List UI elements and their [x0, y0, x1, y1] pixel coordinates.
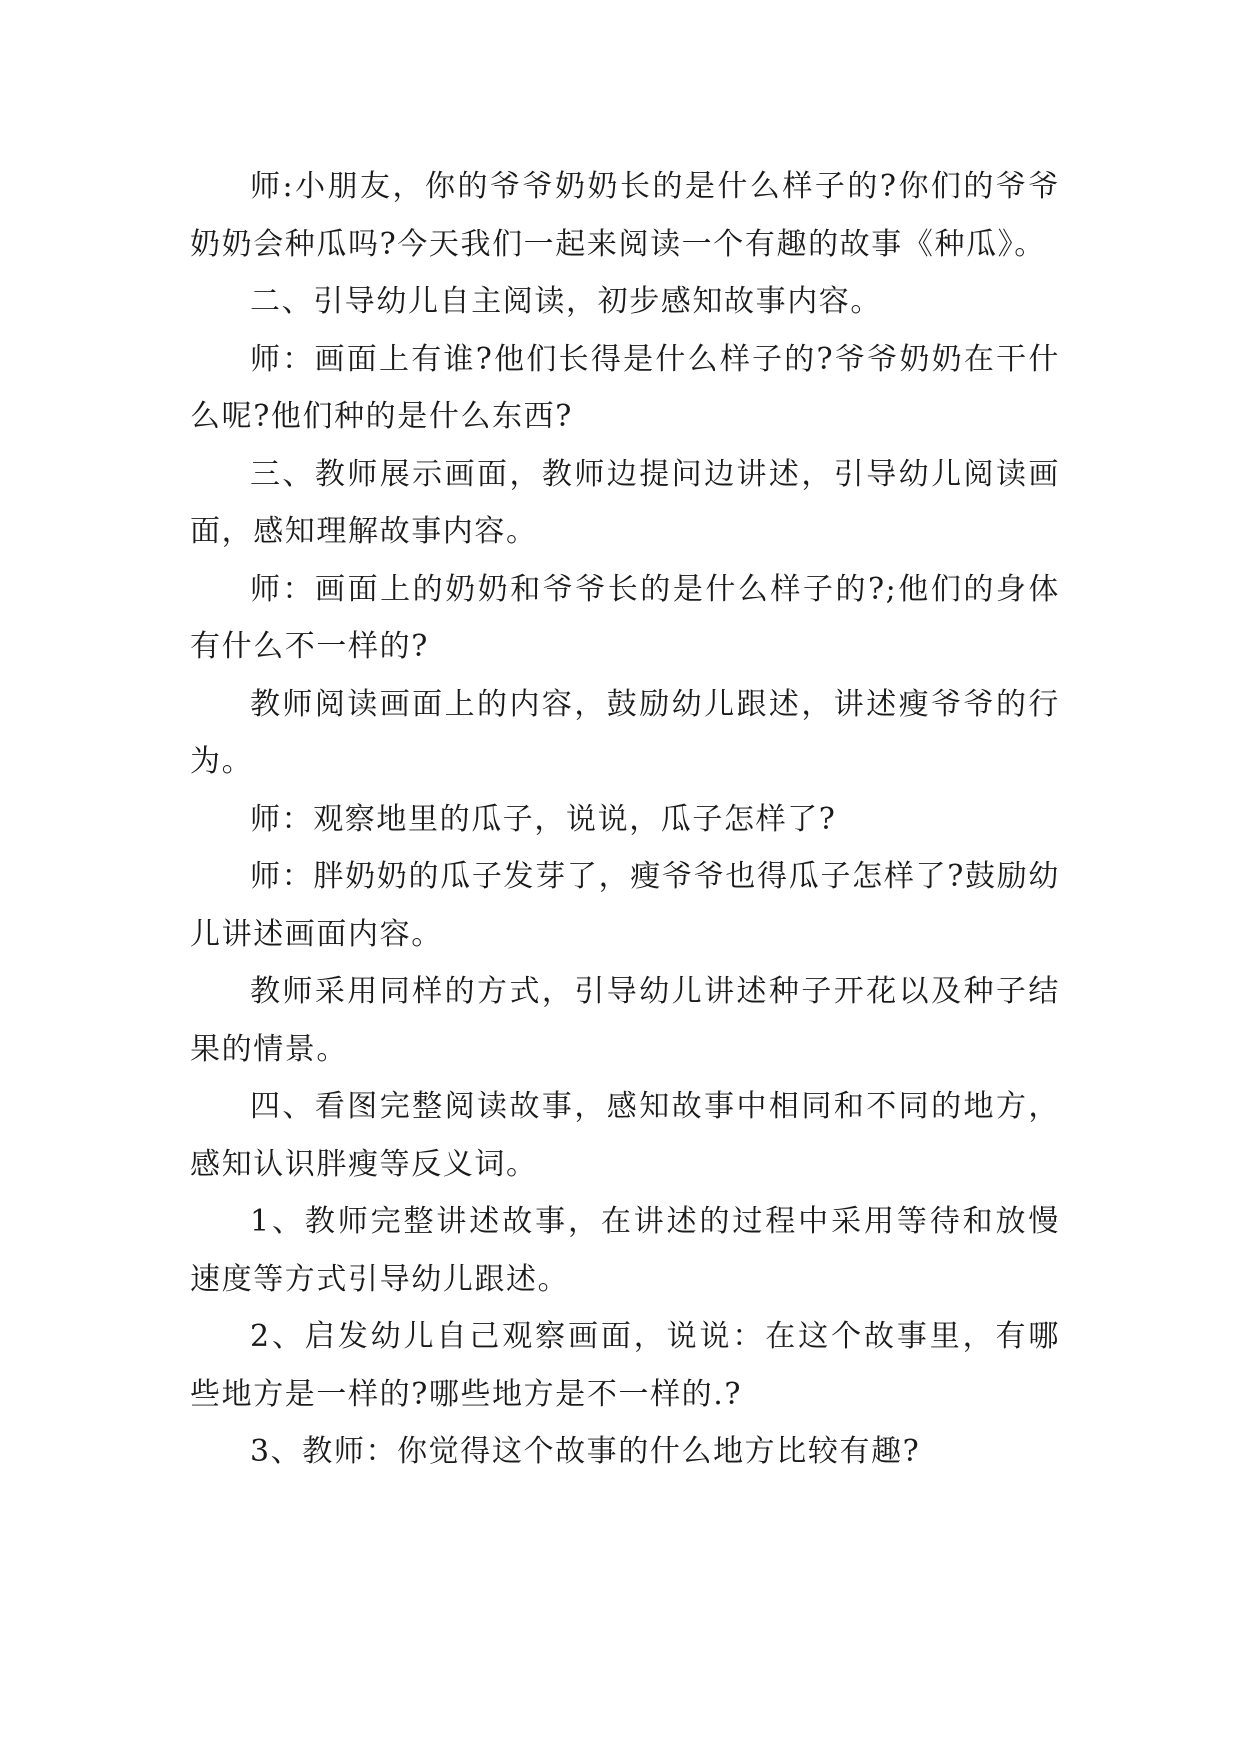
paragraph-section-three: 三、教师展示画面，教师边提问边讲述，引导幼儿阅读画面，感知理解故事内容。: [190, 456, 1060, 549]
paragraph-teacher-question-2: 师：画面上的奶奶和爷爷长的是什么样子的?;他们的身体有什么不一样的?: [190, 571, 1060, 664]
paragraph-intro-question: 师:小朋友，你的爷爷奶奶长的是什么样子的?你们的爷爷奶奶会种瓜吗?今天我们一起来阅读一个有趣的故事《种瓜》。: [190, 169, 1060, 262]
paragraph-step-1: 1、教师完整讲述故事，在讲述的过程中采用等待和放慢速度等方式引导幼儿跟述。: [190, 1204, 1060, 1297]
paragraph-teacher-reading: 教师阅读画面上的内容，鼓励幼儿跟述，讲述瘦爷爷的行为。: [190, 686, 1060, 779]
paragraph-teacher-question-4: 师：胖奶奶的瓜子发芽了，瘦爷爷也得瓜子怎样了?鼓励幼儿讲述画面内容。: [190, 859, 1060, 952]
paragraph-section-two: 二、引导幼儿自主阅读，初步感知故事内容。: [250, 284, 882, 319]
paragraph-step-3: 3、教师：你觉得这个故事的什么地方比较有趣?: [250, 1434, 921, 1469]
paragraph-teacher-method: 教师采用同样的方式，引导幼儿讲述种子开花以及种子结果的情景。: [190, 974, 1060, 1067]
document-body: [190, 158, 1060, 1481]
paragraph-teacher-question-3: 师：观察地里的瓜子，说说，瓜子怎样了?: [250, 801, 837, 837]
paragraph-step-2: 2、启发幼儿自己观察画面，说说：在这个故事里，有哪些地方是一样的?哪些地方是不一样的.?: [190, 1319, 1060, 1412]
paragraph-teacher-question-1: 师：画面上有谁?他们长得是什么样子的?爷爷奶奶在干什么呢?他们种的是什么东西?: [190, 341, 1060, 434]
paragraph-section-four: 四、看图完整阅读故事，感知故事中相同和不同的地方，感知认识胖瘦等反义词。: [190, 1089, 1060, 1182]
